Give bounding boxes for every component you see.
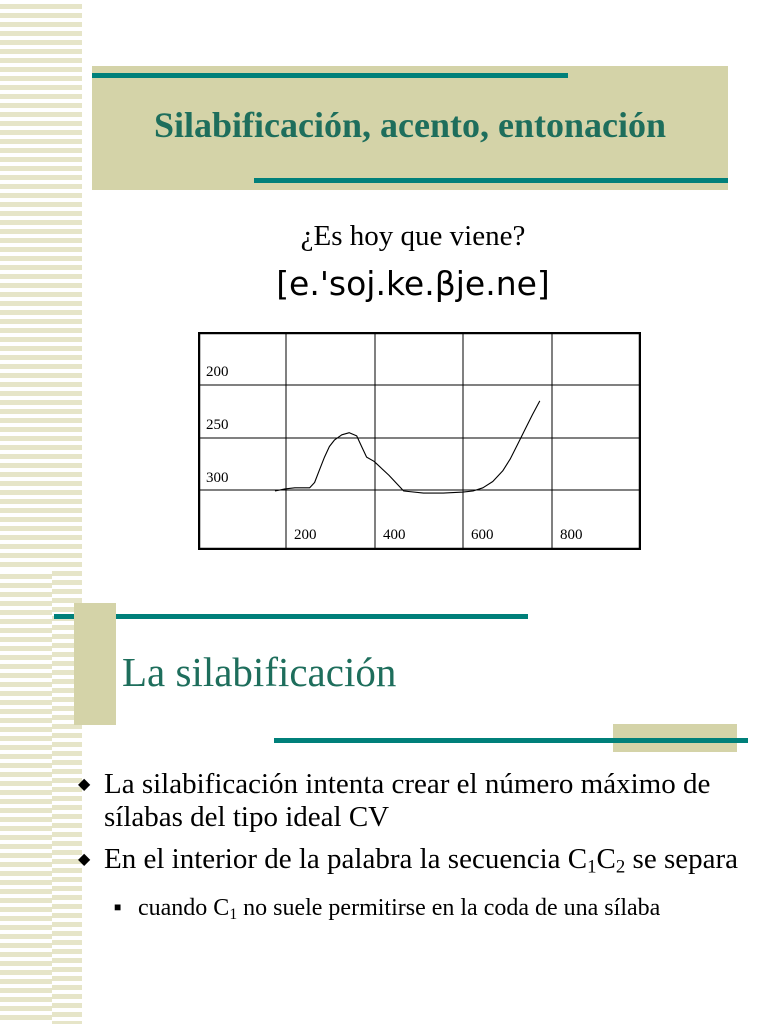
square-bullet-icon: ■ [114,899,122,914]
bullet-list [78,768,758,930]
slide1-title: Silabificación, acento, entonación [154,105,666,145]
subbullet-item [114,893,758,930]
y-tick-label: 250 [206,417,229,433]
diamond-bullet-icon: ◆ [78,851,91,868]
decorative-stripes-lower [0,570,52,1024]
chart-frame [199,333,640,549]
title-bottom-rule [254,178,728,183]
slide2-title: La silabificación [122,649,397,695]
title-top-rule [92,73,568,78]
pitch-contour-line [275,401,540,493]
section-bottom-rule [274,738,748,743]
x-tick-label: 200 [294,527,317,543]
bullet-item [78,768,758,834]
bullet-item [78,843,758,884]
y-tick-label: 300 [206,470,229,486]
bullet-text: La silabificación intenta crear el número máximo de sílabas del tipo ideal CV [104,768,711,833]
phonetic-transcription: [e.'soj.ke.βje.ne] [276,264,550,303]
bullet-text: En el interior de la palabra la secuencia $C_1C_2$ se separa [104,843,739,878]
pitch-chart-svg [198,332,641,550]
x-tick-label: 600 [471,527,494,543]
section-top-rule [54,614,528,619]
section-tan-block [74,603,116,725]
y-tick-label: 200 [206,364,229,380]
x-tick-label: 400 [383,527,406,543]
subbullet-text: cuando $C_1$ no suele permitirse en la coda de una sílaba [138,894,661,923]
diamond-bullet-icon: ◆ [78,776,91,793]
pitch-chart [198,332,641,550]
x-tick-label: 800 [560,527,583,543]
question-text: ¿Es hoy que viene? [300,220,526,252]
